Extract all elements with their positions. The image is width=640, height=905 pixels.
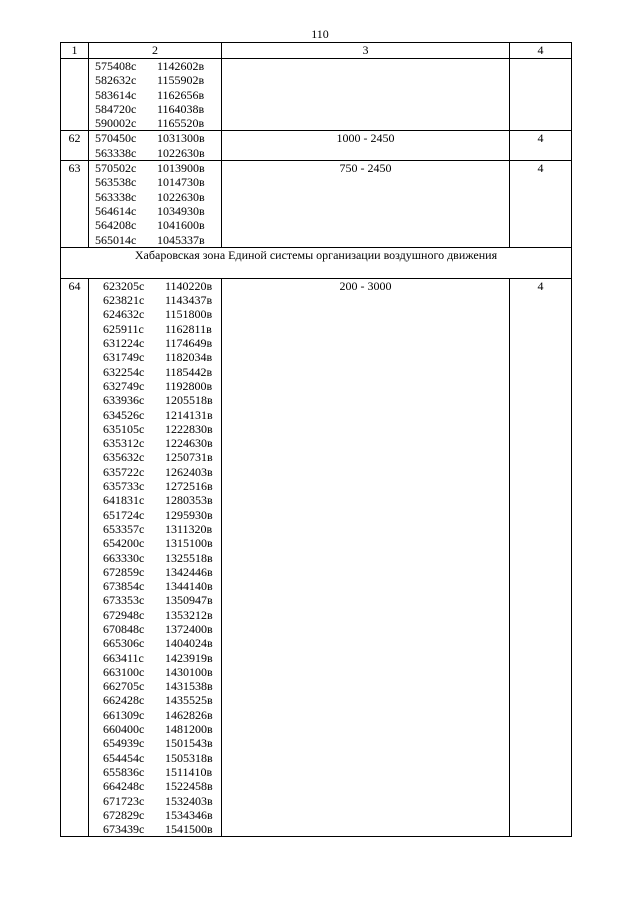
header-col-3: 3 <box>222 43 510 59</box>
longitude: 1182034в <box>165 350 213 365</box>
longitude: 1192800в <box>165 378 213 393</box>
longitude: 1541500в <box>165 822 213 837</box>
coordinate-pair <box>89 551 221 565</box>
latitude: 672948с <box>103 607 145 622</box>
coordinate-pair <box>89 822 221 836</box>
longitude: 1505318в <box>165 750 213 765</box>
latitude: 564614с <box>95 203 137 218</box>
latitude: 655836с <box>103 764 145 779</box>
longitude: 1205518в <box>165 393 213 408</box>
longitude: 1155902в <box>157 73 205 88</box>
row-number-cell: 63 <box>61 161 89 248</box>
latitude: 671723с <box>103 793 145 808</box>
latitude: 582632с <box>95 73 137 88</box>
latitude: 664248с <box>103 779 145 794</box>
longitude: 1311320в <box>165 521 213 536</box>
latitude: 662705с <box>103 679 145 694</box>
longitude: 1534346в <box>165 807 213 822</box>
longitude: 1511410в <box>165 764 213 779</box>
coordinate-pair <box>89 779 221 793</box>
longitude: 1501543в <box>165 736 213 751</box>
longitude: 1532403в <box>165 793 213 808</box>
coordinate-pair <box>89 131 221 145</box>
longitude: 1222830в <box>165 421 213 436</box>
coordinate-pair <box>89 579 221 593</box>
longitude: 1174649в <box>165 336 213 351</box>
coordinate-pair <box>89 293 221 307</box>
altitude-cell: 750 - 2450 <box>222 161 510 248</box>
coordinate-pair <box>89 808 221 822</box>
header-col-2: 2 <box>89 43 222 59</box>
longitude: 1031300в <box>157 131 205 146</box>
coordinate-pair <box>89 593 221 607</box>
row-number-cell: 62 <box>61 131 89 161</box>
latitude: 635722с <box>103 464 145 479</box>
coordinate-pair <box>89 88 221 102</box>
coordinate-pair <box>89 636 221 650</box>
coordinate-pair <box>89 536 221 550</box>
latitude: 653357с <box>103 521 145 536</box>
longitude: 1014730в <box>157 175 205 190</box>
coordinate-pair <box>89 393 221 407</box>
coordinate-pair <box>89 218 221 232</box>
latitude: 564208с <box>95 218 137 233</box>
longitude: 1224630в <box>165 436 213 451</box>
longitude: 1022630в <box>157 189 205 204</box>
coordinate-pair <box>89 751 221 765</box>
coordinate-pair <box>89 522 221 536</box>
coordinate-pair <box>89 73 221 87</box>
zone-title: Хабаровская зона Единой системы организации воздушного движения <box>61 247 572 278</box>
page-number: 110 <box>311 27 329 41</box>
coordinate-pair <box>89 565 221 579</box>
longitude: 1045337в <box>157 232 205 247</box>
coordinate-pair <box>89 146 221 160</box>
latitude: 654939с <box>103 736 145 751</box>
latitude: 584720с <box>95 101 137 116</box>
coordinate-pair <box>89 365 221 379</box>
coordinate-pair <box>89 307 221 321</box>
coordinate-pair <box>89 679 221 693</box>
class-cell <box>510 59 572 131</box>
coordinate-pair <box>89 190 221 204</box>
latitude: 590002с <box>95 116 137 131</box>
latitude: 651724с <box>103 507 145 522</box>
longitude: 1151800в <box>165 307 213 322</box>
coordinate-pair <box>89 651 221 665</box>
longitude: 1214131в <box>165 407 213 422</box>
coordinate-pair <box>89 479 221 493</box>
coordinate-pair <box>89 175 221 189</box>
longitude: 1162656в <box>157 87 205 102</box>
latitude: 673353с <box>103 593 145 608</box>
coordinate-pair <box>89 408 221 422</box>
coordinate-pair <box>89 493 221 507</box>
header-row <box>61 43 572 59</box>
latitude: 563338с <box>95 189 137 204</box>
coordinates-cell <box>89 59 222 131</box>
coordinate-pair <box>89 436 221 450</box>
longitude: 1185442в <box>165 364 213 379</box>
latitude: 641831с <box>103 493 145 508</box>
longitude: 1272516в <box>165 479 213 494</box>
longitude: 1431538в <box>165 679 213 694</box>
coordinate-pair <box>89 422 221 436</box>
latitude: 673854с <box>103 579 145 594</box>
coordinate-pair <box>89 465 221 479</box>
coordinate-pair <box>89 665 221 679</box>
longitude: 1462826в <box>165 707 213 722</box>
continuation-row <box>61 59 572 131</box>
coordinate-pair <box>89 794 221 808</box>
longitude: 1022630в <box>157 145 205 160</box>
longitude: 1430100в <box>165 664 213 679</box>
header-col-1: 1 <box>61 43 89 59</box>
longitude: 1353212в <box>165 607 213 622</box>
longitude: 1404024в <box>165 636 213 651</box>
coordinate-pair <box>89 450 221 464</box>
coordinate-pair <box>89 102 221 116</box>
class-cell: 4 <box>510 161 572 248</box>
coordinate-pair <box>89 379 221 393</box>
latitude: 665306с <box>103 636 145 651</box>
latitude: 635312с <box>103 436 145 451</box>
coordinate-pair <box>89 508 221 522</box>
coordinate-pair <box>89 693 221 707</box>
coordinate-pair <box>89 59 221 73</box>
longitude: 1372400в <box>165 621 213 636</box>
coordinate-pair <box>89 765 221 779</box>
latitude: 635105с <box>103 421 145 436</box>
row-number-cell: 64 <box>61 278 89 837</box>
coordinate-pair <box>89 608 221 622</box>
latitude: 563338с <box>95 145 137 160</box>
coordinate-pair <box>89 233 221 247</box>
coordinates-cell <box>89 278 222 837</box>
class-cell: 4 <box>510 278 572 837</box>
longitude: 1325518в <box>165 550 213 565</box>
altitude-cell: 200 - 3000 <box>222 278 510 837</box>
coordinate-pair <box>89 204 221 218</box>
coordinates-cell <box>89 131 222 161</box>
longitude: 1142602в <box>157 59 205 73</box>
coordinate-pair <box>89 350 221 364</box>
zone-row <box>61 247 572 278</box>
latitude: 670848с <box>103 621 145 636</box>
longitude: 1295930в <box>165 507 213 522</box>
latitude: 625911с <box>103 321 144 336</box>
longitude: 1342446в <box>165 564 213 579</box>
coordinate-pair <box>89 708 221 722</box>
longitude: 1034930в <box>157 203 205 218</box>
coordinate-pair <box>89 622 221 636</box>
longitude: 1162811в <box>165 321 212 336</box>
longitude: 1435525в <box>165 693 213 708</box>
latitude: 672829с <box>103 807 145 822</box>
coordinate-pair <box>89 116 221 130</box>
header-col-4: 4 <box>510 43 572 59</box>
altitude-cell: 1000 - 2450 <box>222 131 510 161</box>
latitude: 632254с <box>103 364 145 379</box>
latitude: 673439с <box>103 822 145 837</box>
latitude: 633936с <box>103 393 145 408</box>
table-row <box>61 161 572 248</box>
longitude: 1164038в <box>157 101 205 116</box>
longitude: 1041600в <box>157 218 205 233</box>
latitude: 565014с <box>95 232 137 247</box>
latitude: 631749с <box>103 350 145 365</box>
latitude: 583614с <box>95 87 137 102</box>
latitude: 635733с <box>103 479 145 494</box>
longitude: 1143437в <box>165 293 213 308</box>
longitude: 1315100в <box>165 536 213 551</box>
longitude: 1250731в <box>165 450 213 465</box>
latitude: 672859с <box>103 564 145 579</box>
coordinate-pair <box>89 722 221 736</box>
latitude: 654454с <box>103 750 145 765</box>
table-row <box>61 278 572 837</box>
coordinate-pair <box>89 736 221 750</box>
longitude: 1481200в <box>165 722 213 737</box>
latitude: 632749с <box>103 378 145 393</box>
latitude: 623821с <box>103 293 145 308</box>
latitude: 661309с <box>103 707 145 722</box>
coordinate-pair <box>89 279 221 293</box>
row-number-cell <box>61 59 89 131</box>
latitude: 635632с <box>103 450 145 465</box>
latitude: 570450с <box>95 131 137 146</box>
latitude: 663330с <box>103 550 145 565</box>
latitude: 631224с <box>103 336 145 351</box>
class-cell: 4 <box>510 131 572 161</box>
latitude: 634526с <box>103 407 145 422</box>
altitude-cell <box>222 59 510 131</box>
coordinates-cell <box>89 161 222 248</box>
longitude: 1165520в <box>157 116 205 131</box>
longitude: 1350947в <box>165 593 213 608</box>
longitude: 1262403в <box>165 464 213 479</box>
longitude: 1522458в <box>165 779 213 794</box>
longitude: 1344140в <box>165 579 213 594</box>
coordinate-pair <box>89 161 221 175</box>
latitude: 660400с <box>103 722 145 737</box>
latitude: 654200с <box>103 536 145 551</box>
table-row <box>61 131 572 161</box>
coordinate-pair <box>89 322 221 336</box>
latitude: 563538с <box>95 175 137 190</box>
latitude: 663411с <box>103 650 144 665</box>
latitude: 662428с <box>103 693 145 708</box>
latitude: 624632с <box>103 307 145 322</box>
latitude: 570502с <box>95 161 137 176</box>
coordinate-pair <box>89 336 221 350</box>
latitude: 623205с <box>103 278 145 293</box>
longitude: 1423919в <box>165 650 213 665</box>
longitude: 1140220в <box>165 278 213 293</box>
latitude: 575408с <box>95 59 137 73</box>
longitude: 1013900в <box>157 161 205 176</box>
longitude: 1280353в <box>165 493 213 508</box>
airspace-table <box>60 42 572 837</box>
latitude: 663100с <box>103 664 145 679</box>
